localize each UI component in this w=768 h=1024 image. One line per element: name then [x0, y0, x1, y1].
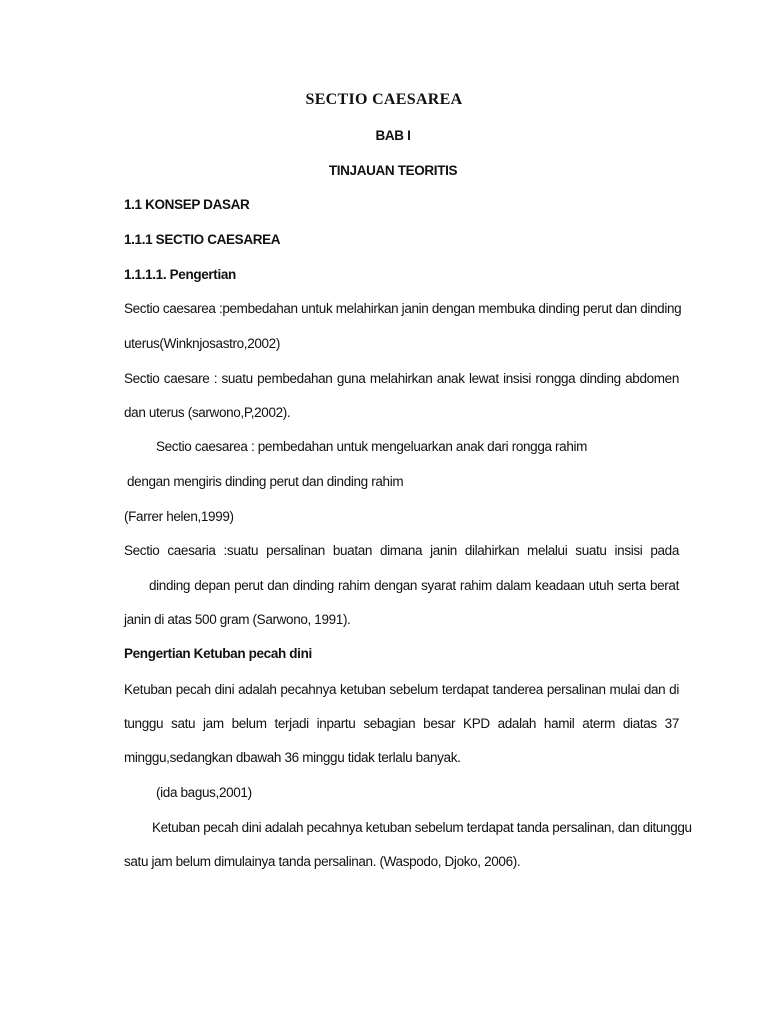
heading-pengertian: 1.1.1.1. Pengertian — [124, 267, 236, 282]
heading-konsep-dasar: 1.1 KONSEP DASAR — [124, 197, 250, 212]
paragraph-line: Sectio caesaria :suatu persalinan buatan dimana janin dilahirkan melalui suatu insisi pada — [124, 543, 679, 558]
paragraph-line: tunggu satu jam belum terjadi inpartu sebagian besar KPD adalah hamil aterm diatas 37 — [124, 716, 679, 731]
paragraph-line: Sectio caesarea :pembedahan untuk melahirkan janin dengan membuka dinding perut dan dinding — [124, 301, 682, 316]
heading-sectio-caesarea: 1.1.1 SECTIO CAESAREA — [124, 232, 281, 247]
chapter-label: BAB I — [375, 128, 411, 143]
citation-line: (ida bagus,2001) — [156, 785, 252, 800]
paragraph-line: Ketuban pecah dini adalah pecahnya ketuban sebelum terdapat tanda persalinan, dan ditunggu — [152, 820, 692, 835]
paragraph-line: janin di atas 500 gram (Sarwono, 1991). — [124, 612, 351, 627]
paragraph-line: Ketuban pecah dini adalah pecahnya ketuban sebelum terdapat tanderea persalinan mulai dan di — [124, 682, 679, 697]
heading-ketuban-pecah-dini: Pengertian Ketuban pecah dini — [124, 646, 312, 661]
document-title: SECTIO CAESAREA — [305, 91, 463, 108]
paragraph-line: dinding depan perut dan dinding rahim dengan syarat rahim dalam keadaan utuh serta berat — [149, 578, 679, 593]
paragraph-line: Sectio caesarea : pembedahan untuk mengeluarkan anak dari rongga rahim — [156, 439, 588, 454]
paragraph-line: uterus(Winknjosastro,2002) — [124, 336, 280, 351]
paragraph-line: dan uterus (sarwono,P,2002). — [124, 405, 291, 420]
citation-line: (Farrer helen,1999) — [124, 509, 234, 524]
chapter-title: TINJAUAN TEORITIS — [328, 163, 458, 178]
paragraph-line: satu jam belum dimulainya tanda persalinan. (Waspodo, Djoko, 2006). — [124, 854, 521, 869]
paragraph-line: dengan mengiris dinding perut dan dinding rahim — [127, 474, 404, 489]
paragraph-line: Sectio caesare : suatu pembedahan guna melahirkan anak lewat insisi rongga dinding abdomen — [124, 371, 679, 386]
paragraph-line: minggu,sedangkan dbawah 36 minggu tidak terlalu banyak. — [124, 750, 461, 765]
